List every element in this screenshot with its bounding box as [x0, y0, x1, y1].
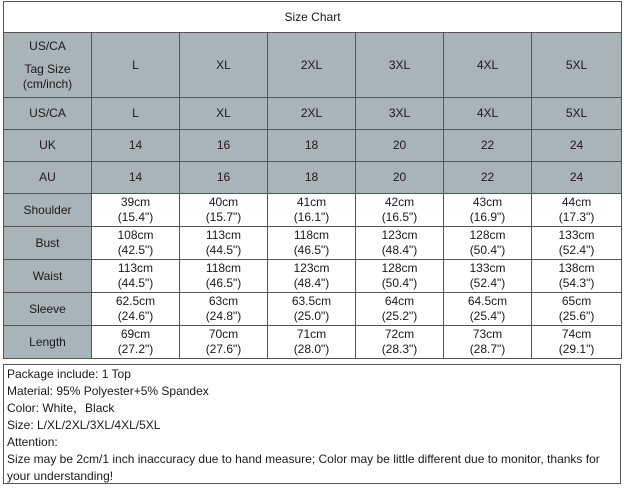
measure-cell	[180, 293, 268, 326]
region-value: 20	[356, 162, 444, 194]
cm-value: 63cm	[208, 294, 239, 308]
measure-cell	[268, 227, 356, 260]
cm-value: 39cm	[120, 195, 151, 209]
measure-cell	[356, 326, 444, 359]
measure-cell	[444, 326, 532, 359]
measure-row	[4, 227, 622, 260]
inch-value: (46.5")	[293, 243, 330, 257]
measure-cell	[356, 194, 444, 227]
region-row-uk	[4, 130, 622, 162]
cm-value: 71cm	[296, 327, 327, 341]
header-label-line: Tag Size	[24, 61, 71, 76]
cm-value: 118cm	[293, 228, 330, 242]
region-value: 16	[180, 162, 268, 194]
material-text: Material: 95% Polyester+5% Spandex	[7, 384, 209, 398]
measure-row	[4, 260, 622, 293]
cm-value: 40cm	[208, 195, 239, 209]
region-value: 4XL	[444, 98, 532, 130]
inch-value: (28.3")	[381, 342, 418, 356]
measure-cell	[444, 227, 532, 260]
cm-value: 133cm	[469, 261, 506, 275]
row-label: AU	[4, 162, 92, 194]
inch-value: (50.4")	[381, 276, 418, 290]
cm-value: 43cm	[472, 195, 503, 209]
measure-cell	[92, 227, 180, 260]
inch-value: (25.6")	[558, 309, 595, 323]
measure-cell	[532, 194, 622, 227]
row-label: US/CA	[4, 98, 92, 130]
cm-value: 69cm	[120, 327, 151, 341]
inch-value: (28.7")	[469, 342, 506, 356]
size-text: Size: L/XL/2XL/3XL/4XL/5XL	[7, 418, 161, 432]
region-value: 14	[92, 130, 180, 162]
region-value: 2XL	[268, 98, 356, 130]
row-label: UK	[4, 130, 92, 162]
cm-value: 128cm	[381, 261, 418, 275]
header-size-cell: L	[92, 33, 180, 98]
header-size-cell: 3XL	[356, 33, 444, 98]
inch-value: (25.0")	[293, 309, 330, 323]
header-size-cell: 4XL	[444, 33, 532, 98]
inch-value: (29.1")	[558, 342, 595, 356]
header-label-cell	[4, 33, 92, 98]
measure-cell	[444, 293, 532, 326]
cm-value: 64.5cm	[467, 294, 508, 308]
cm-value: 63.5cm	[291, 294, 332, 308]
color-text: Color: White，Black	[7, 401, 115, 415]
inch-value: (52.4")	[469, 276, 506, 290]
cm-value: 41cm	[296, 195, 327, 209]
measure-cell	[180, 326, 268, 359]
measure-cell	[92, 194, 180, 227]
cm-value: 113cm	[117, 261, 154, 275]
measure-cell	[356, 293, 444, 326]
region-value: 16	[180, 130, 268, 162]
cm-value: 72cm	[384, 327, 415, 341]
measure-cell	[532, 260, 622, 293]
measure-cell	[268, 293, 356, 326]
inch-value: (16.9")	[469, 210, 506, 224]
inch-value: (54.3")	[558, 276, 595, 290]
inch-value: (48.4")	[293, 276, 330, 290]
inch-value: (44.5")	[117, 276, 154, 290]
cm-value: 133cm	[558, 228, 595, 242]
chart-title: Size Chart	[4, 2, 622, 33]
inch-value: (27.2")	[117, 342, 154, 356]
region-row-au	[4, 162, 622, 194]
cm-value: 62.5cm	[115, 294, 156, 308]
inch-value: (17.3")	[558, 210, 595, 224]
measure-cell	[532, 293, 622, 326]
measure-cell	[92, 326, 180, 359]
cm-value: 128cm	[469, 228, 506, 242]
inch-value: (25.4")	[469, 309, 506, 323]
package-text: Package include: 1 Top	[7, 367, 131, 381]
inch-value: (16.5")	[381, 210, 418, 224]
product-info-box	[3, 364, 621, 484]
region-value: 22	[444, 162, 532, 194]
header-size-cell: 5XL	[532, 33, 622, 98]
region-value: 14	[92, 162, 180, 194]
inch-value: (15.4")	[117, 210, 154, 224]
header-label-line: (cm/inch)	[22, 76, 73, 91]
region-value: L	[92, 98, 180, 130]
cm-value: 73cm	[472, 327, 503, 341]
region-value: XL	[180, 98, 268, 130]
region-value: 3XL	[356, 98, 444, 130]
region-row-usca	[4, 98, 622, 130]
row-label: Bust	[4, 227, 92, 260]
size-chart-table	[3, 1, 622, 359]
measure-cell	[444, 260, 532, 293]
cm-value: 108cm	[117, 228, 154, 242]
region-value: 5XL	[532, 98, 622, 130]
cm-value: 64cm	[384, 294, 415, 308]
inch-value: (46.5")	[205, 276, 242, 290]
region-value: 18	[268, 130, 356, 162]
cm-value: 123cm	[381, 228, 418, 242]
inch-value: (27.6")	[205, 342, 242, 356]
measure-cell	[268, 260, 356, 293]
measure-cell	[444, 194, 532, 227]
cm-value: 113cm	[205, 228, 242, 242]
cm-value: 74cm	[561, 327, 592, 341]
measure-cell	[180, 194, 268, 227]
inch-value: (16.1")	[293, 210, 330, 224]
measure-cell	[92, 260, 180, 293]
inch-value: (24.8")	[205, 309, 242, 323]
measure-cell	[180, 260, 268, 293]
measure-cell	[532, 227, 622, 260]
row-label: Sleeve	[4, 293, 92, 326]
header-row	[4, 33, 622, 98]
region-value: 24	[532, 130, 622, 162]
inch-value: (52.4")	[558, 243, 595, 257]
measure-cell	[532, 326, 622, 359]
attention-text: Attention:	[7, 435, 58, 449]
cm-value: 123cm	[293, 261, 330, 275]
inch-value: (25.2")	[381, 309, 418, 323]
cm-value: 42cm	[384, 195, 415, 209]
measure-cell	[268, 194, 356, 227]
region-value: 18	[268, 162, 356, 194]
inch-value: (44.5")	[205, 243, 242, 257]
measure-cell	[356, 260, 444, 293]
inch-value: (50.4")	[469, 243, 506, 257]
header-size-cell: 2XL	[268, 33, 356, 98]
measure-cell	[92, 293, 180, 326]
measure-cell	[356, 227, 444, 260]
measure-cell	[180, 227, 268, 260]
cm-value: 70cm	[208, 327, 239, 341]
inch-value: (48.4")	[381, 243, 418, 257]
measure-row	[4, 194, 622, 227]
cm-value: 138cm	[558, 261, 595, 275]
cm-value: 65cm	[561, 294, 592, 308]
inch-value: (15.7")	[205, 210, 242, 224]
inch-value: (42.5")	[117, 243, 154, 257]
cm-value: 44cm	[561, 195, 592, 209]
header-label-line: US/CA	[29, 38, 66, 53]
measure-cell	[268, 326, 356, 359]
row-label: Shoulder	[4, 194, 92, 227]
cm-value: 118cm	[205, 261, 242, 275]
inch-value: (28.0")	[293, 342, 330, 356]
header-size-cell: XL	[180, 33, 268, 98]
note-text: Size may be 2cm/1 inch inaccuracy due to hand measure; Color may be little different due to monitor, thanks for your understanding!	[7, 452, 600, 483]
row-label: Waist	[4, 260, 92, 293]
region-value: 20	[356, 130, 444, 162]
measure-row	[4, 326, 622, 359]
region-value: 24	[532, 162, 622, 194]
measure-row	[4, 293, 622, 326]
row-label: Length	[4, 326, 92, 359]
inch-value: (24.6")	[117, 309, 154, 323]
region-value: 22	[444, 130, 532, 162]
